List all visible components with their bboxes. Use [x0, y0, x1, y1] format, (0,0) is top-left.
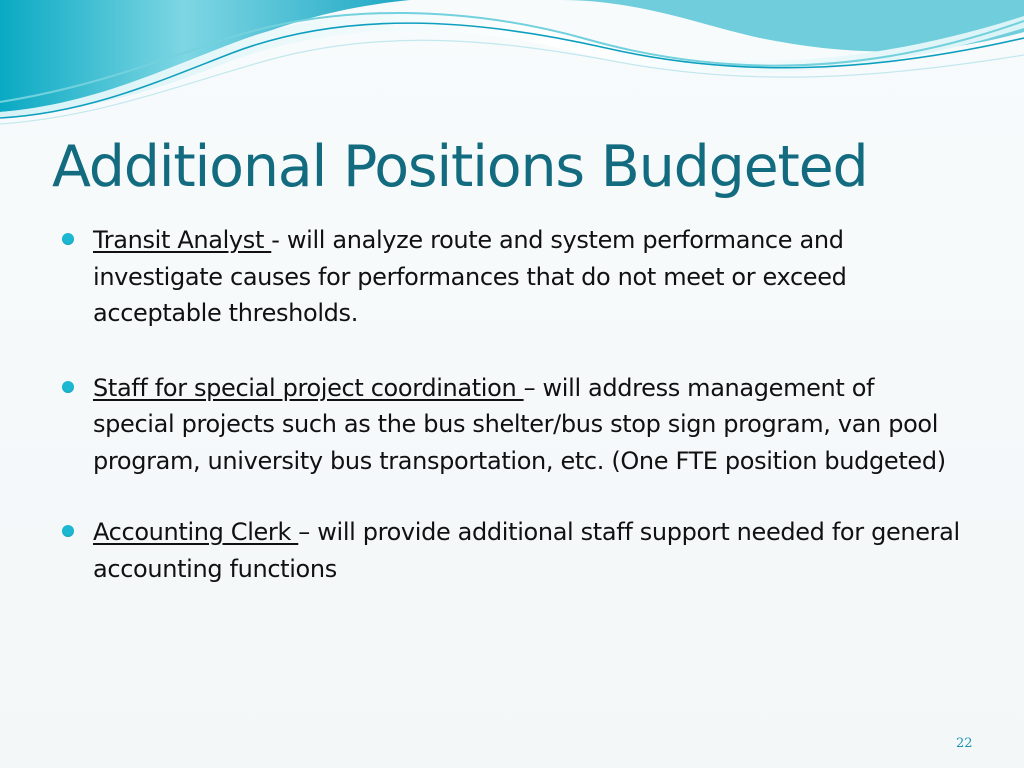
position-title: Transit Analyst: [93, 226, 272, 254]
bullet-separator: -: [271, 226, 280, 254]
position-title: Staff for special project coordination: [93, 373, 524, 402]
slide-number: 22: [956, 736, 973, 751]
bullet-separator: –: [298, 518, 310, 546]
bullet-separator: –: [523, 373, 536, 402]
bullet-icon: [62, 233, 74, 245]
position-description: will analyze route and system performance and investigate causes for performances that do not meet or exceed acceptable thresholds.: [93, 226, 847, 327]
position-title: Accounting Clerk: [93, 518, 299, 546]
bullet-accounting-clerk: [62, 514, 962, 587]
slide-title: Additional Positions Budgeted: [52, 134, 868, 200]
position-description: will address management of special projects such as the bus shelter/bus stop sign program, van pool program, university bus transportation, etc. (One FTE position budgeted): [93, 373, 946, 475]
bullet-special-project-staff: [62, 370, 962, 480]
bullet-list: [62, 222, 962, 625]
bullet-icon: [62, 525, 74, 537]
bullet-transit-analyst: [62, 222, 962, 332]
decorative-wave-header: [0, 0, 1024, 125]
position-description: will provide additional staff support needed for general accounting functions: [93, 518, 960, 583]
bullet-icon: [62, 381, 74, 393]
